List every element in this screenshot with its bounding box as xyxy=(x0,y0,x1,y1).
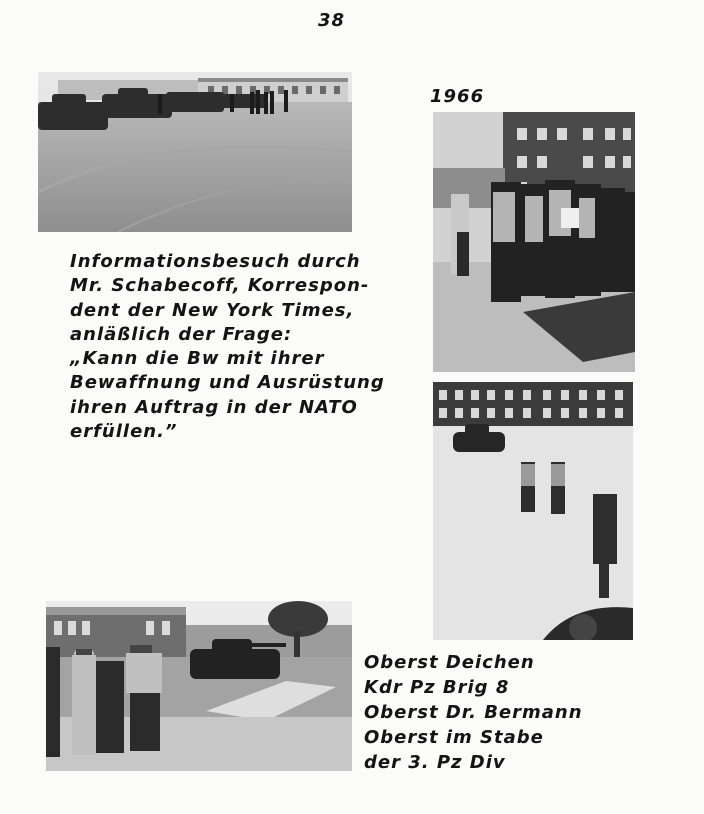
year-label: 1966 xyxy=(430,86,485,107)
name-line: Oberst Deichen xyxy=(364,652,535,673)
caption-line: Informationsbesuch durch xyxy=(70,251,361,272)
caption-block xyxy=(70,250,420,444)
caption-line: Mr. Schabecoff, Korrespon- xyxy=(70,275,370,297)
photo-officers-watching-tank xyxy=(46,601,352,771)
photo-tanks-on-parade-ground xyxy=(38,72,352,232)
caption-line: ihren Auftrag in der NATO xyxy=(70,396,358,418)
name-line: Kdr Pz Brig 8 xyxy=(364,677,510,698)
name-line: der 3. Pz Div xyxy=(364,752,506,773)
caption-line: anläßlich der Frage: xyxy=(70,323,293,345)
names-block xyxy=(364,650,664,775)
name-line: Oberst im Stabe xyxy=(364,727,544,748)
caption-line: dent der New York Times, xyxy=(70,299,355,321)
caption-line: Bewaffnung und Ausrüstung xyxy=(70,372,385,394)
page-number: 38 xyxy=(318,10,346,31)
photo-officers-group-by-barracks xyxy=(433,112,635,372)
name-line: Oberst Dr. Bermann xyxy=(364,702,583,723)
photo-barracks-courtyard-tank xyxy=(433,382,633,640)
caption-line: „Kann die Bw mit ihrer xyxy=(70,348,325,370)
caption-line: erfüllen.” xyxy=(70,421,178,443)
